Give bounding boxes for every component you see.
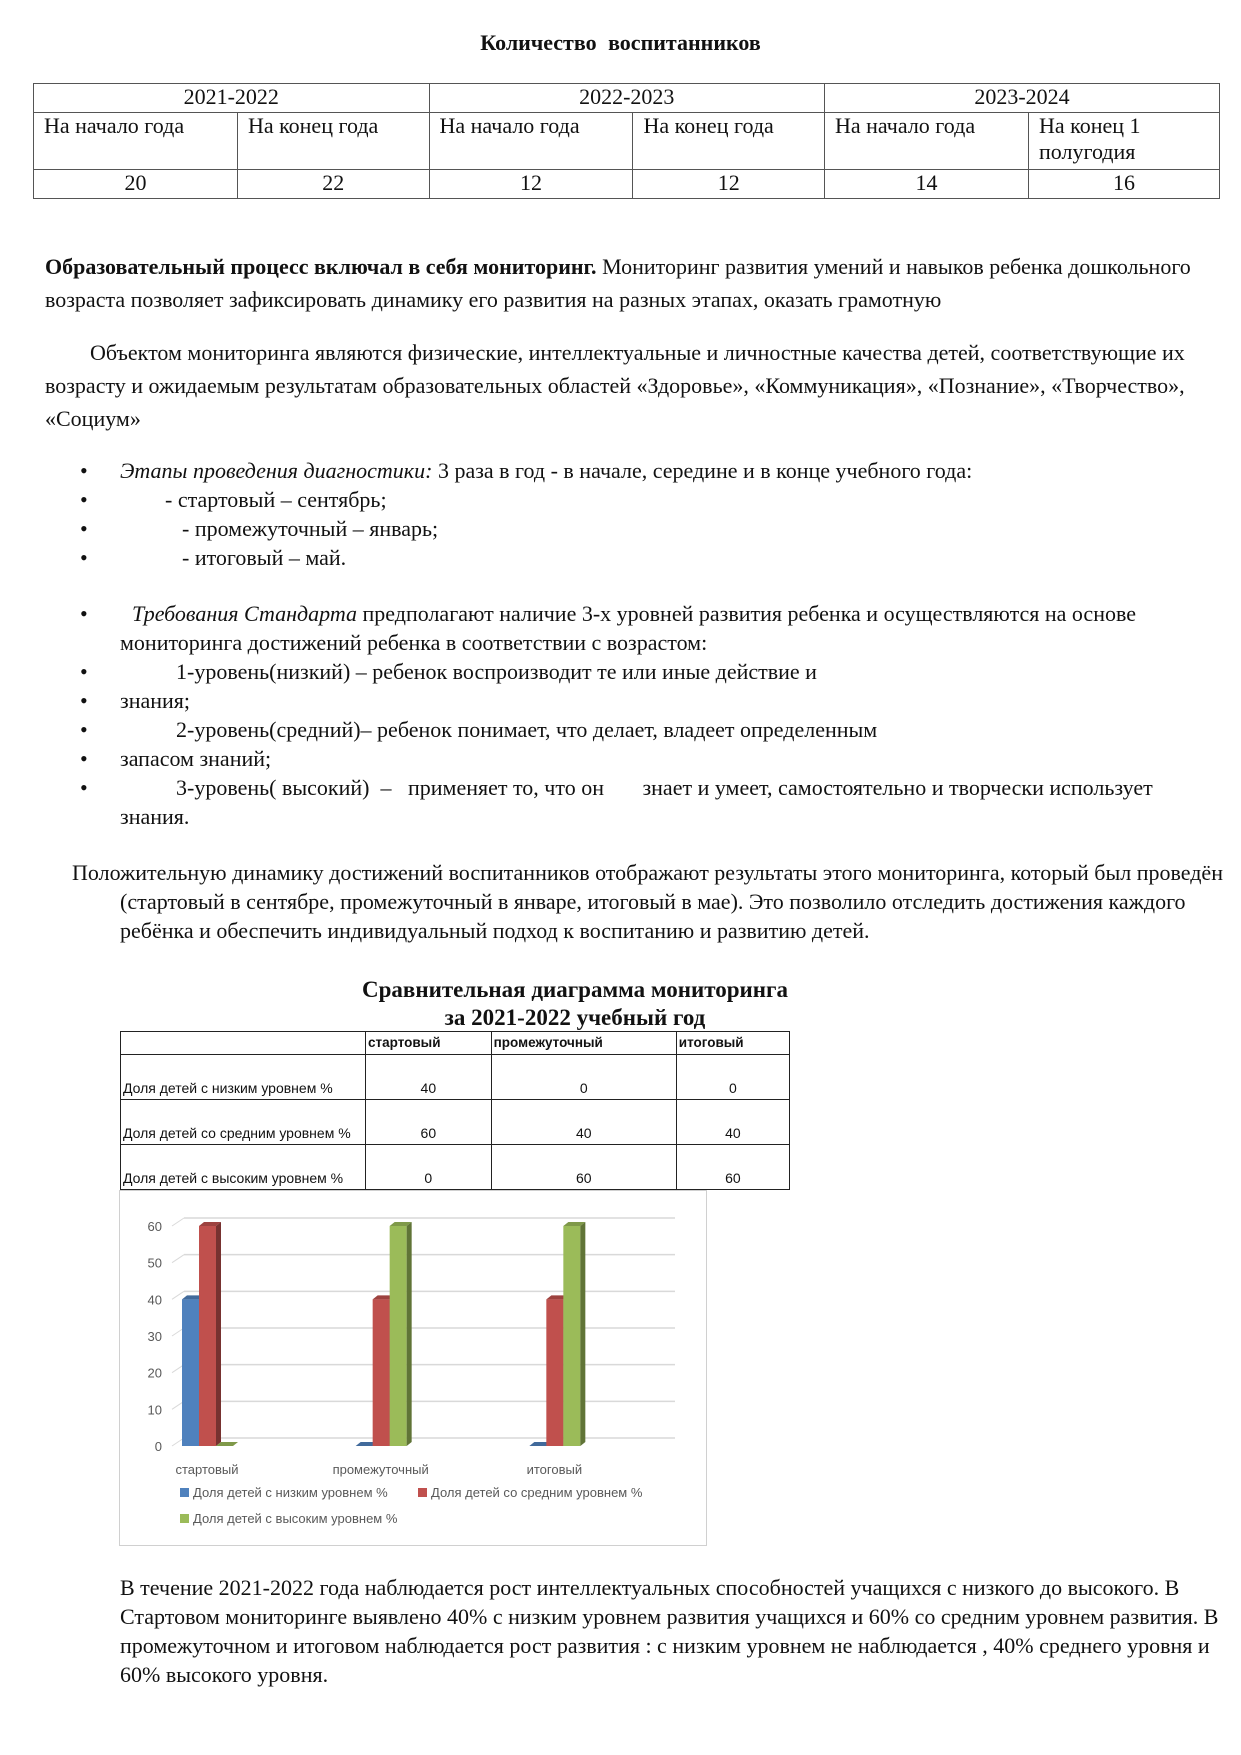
stages-lead-text: 3 раза в год - в начале, середине и в конце учебного года: — [432, 458, 973, 483]
chart-title-line: Сравнительная диаграмма мониторинга — [362, 977, 788, 1002]
year-header: 2023-2024 — [825, 84, 1220, 113]
bullet-icon: • — [80, 487, 88, 512]
legend-item — [180, 1511, 397, 1526]
table-cell: 60 — [491, 1145, 676, 1190]
requirements-list — [80, 599, 1220, 831]
bullet-icon: • — [80, 601, 88, 626]
level-item: 3-уровень( высокий) – применяет то, что он знает и умеет, самостоятельно и творчески использует знания. — [120, 775, 1159, 829]
svg-text:стартовый: стартовый — [175, 1462, 239, 1477]
requirements-lead: Требования Стандарта — [132, 601, 358, 626]
list-item — [80, 543, 1220, 572]
chart-title-line: за 2021-2022 учебный год — [444, 1005, 706, 1030]
table-cell: 0 — [491, 1055, 676, 1100]
level-item: запасом знаний; — [120, 746, 272, 771]
column-header: На начало года — [34, 113, 238, 170]
legend-label: Доля детей с низким уровнем % — [193, 1485, 388, 1500]
svg-text:10: 10 — [147, 1402, 162, 1418]
svg-text:60: 60 — [147, 1219, 162, 1234]
list-item — [80, 599, 1220, 657]
table-row — [121, 1100, 790, 1145]
year-header: 2021-2022 — [34, 84, 430, 113]
level-item: знания; — [120, 688, 191, 713]
stage-item: - итоговый – май. — [182, 545, 347, 570]
svg-text:30: 30 — [147, 1329, 162, 1344]
bar — [563, 1226, 580, 1446]
column-header: На конец года — [633, 113, 825, 170]
conclusion-paragraph: В течение 2021-2022 года наблюдается рост интеллектуальных способностей учащихся с низкого до высокого. В Стартовом мониторинге выявлено 40% с низким уровнем развития учащихся и 60% со средним уровнем развития. В промежуточном и итоговом наблюдается рост развития : с низким уровнем не наблюдается , 40% среднего уровня и 60% высокого уровня. — [120, 1575, 1219, 1687]
column-header: промежуточный — [491, 1032, 676, 1055]
legend-swatch-icon — [418, 1488, 427, 1497]
bar-chart — [119, 1190, 707, 1546]
svg-text:итоговый: итоговый — [526, 1462, 583, 1477]
stages-lead: Этапы проведения диагностики: — [120, 458, 433, 483]
bar — [199, 1226, 216, 1446]
column-header: На конец 1 полугодия — [1029, 113, 1220, 170]
list-item — [80, 686, 1220, 715]
column-header: итоговый — [676, 1032, 789, 1055]
table-cell: 20 — [34, 170, 238, 199]
table-cell: 0 — [676, 1055, 789, 1100]
bullet-icon: • — [80, 545, 88, 570]
table-cell: 40 — [366, 1055, 492, 1100]
bar — [390, 1226, 407, 1446]
table-cell: 16 — [1029, 170, 1220, 199]
table-cell: 12 — [429, 170, 633, 199]
column-header: На начало года — [825, 113, 1029, 170]
svg-text:40: 40 — [147, 1292, 162, 1308]
list-item — [80, 657, 1220, 686]
bullet-icon: • — [80, 717, 88, 742]
bar — [373, 1299, 390, 1446]
column-header: стартовый — [366, 1032, 492, 1055]
legend-swatch-icon — [180, 1514, 189, 1523]
stage-item: - стартовый – сентябрь; — [165, 487, 387, 512]
pupil-count-table — [33, 83, 1220, 199]
bullet-icon: • — [80, 688, 88, 713]
bar — [546, 1299, 563, 1446]
legend-label: Доля детей со средним уровнем % — [431, 1485, 643, 1500]
bullet-icon: • — [80, 458, 88, 483]
requirements-lead-text: предполагают наличие 3-х уровней развития ребенка и осуществляются на основе мониторинга достижений ребенка в соответствии с возрастом: — [120, 601, 1136, 655]
level-item: 2-уровень(средний)– ребенок понимает, что делает, владеет определенным — [176, 717, 878, 742]
table-cell: 40 — [676, 1100, 789, 1145]
list-item — [80, 456, 1220, 485]
list-item — [80, 744, 1220, 773]
table-row — [121, 1055, 790, 1100]
stages-list — [80, 456, 1220, 572]
bullet-icon: • — [80, 659, 88, 684]
intro-bold: Образовательный процесс включал в себя мониторинг. — [45, 254, 597, 279]
bullet-icon: • — [80, 775, 88, 800]
table-cell: 12 — [633, 170, 825, 199]
column-header — [121, 1032, 366, 1055]
legend-item — [418, 1485, 642, 1500]
legend-swatch-icon — [180, 1488, 189, 1497]
row-label: Доля детей со средним уровнем % — [121, 1100, 366, 1145]
bar — [182, 1299, 199, 1446]
table-row — [121, 1145, 790, 1190]
level-item: 1-уровень(низкий) – ребенок воспроизводит те или иные действие и — [176, 659, 817, 684]
row-label: Доля детей с высоким уровнем % — [121, 1145, 366, 1190]
year-header: 2022-2023 — [429, 84, 825, 113]
legend-item — [180, 1485, 388, 1500]
svg-text:промежуточный: промежуточный — [332, 1462, 429, 1477]
list-item — [80, 485, 1220, 514]
chart-title — [0, 976, 1150, 1032]
row-label: Доля детей с низким уровнем % — [121, 1055, 366, 1100]
column-header: На начало года — [429, 113, 633, 170]
object-paragraph: Объектом мониторинга являются физические, интеллектуальные и личностные качества детей, соответствующие их возрасту и ожидаемым результатам образовательных областей «Здоровье», «Коммуникация», «Познание», «Творчество», «Социум» — [45, 340, 1185, 431]
intro-paragraph — [45, 250, 1215, 316]
legend-label: Доля детей с высоким уровнем % — [193, 1511, 398, 1526]
table-cell: 60 — [676, 1145, 789, 1190]
list-item — [80, 773, 1220, 831]
table-cell: 22 — [237, 170, 429, 199]
intro-text: Мониторинг развития умений и навыков ребенка дошкольного возраста позволяет зафиксировать динамику его развития на разных этапах, оказать грамотную — [45, 254, 1191, 312]
page-title: Количество воспитанников — [480, 30, 761, 55]
bullet-icon: • — [80, 516, 88, 541]
table-cell: 40 — [491, 1100, 676, 1145]
column-header: На конец года — [237, 113, 429, 170]
table-cell: 14 — [825, 170, 1029, 199]
monitoring-table — [120, 1031, 790, 1190]
svg-text:20: 20 — [147, 1365, 162, 1381]
bullet-icon: • — [80, 746, 88, 771]
svg-text:50: 50 — [147, 1255, 162, 1271]
list-item — [80, 715, 1220, 744]
table-cell: 60 — [366, 1100, 492, 1145]
table-cell: 0 — [366, 1145, 492, 1190]
svg-text:0: 0 — [154, 1439, 162, 1454]
dynamics-paragraph: Положительную динамику достижений воспитанников отображают результаты этого мониторинга, который был проведён (стартовый в сентябре, промежуточный в январе, итоговый в мае). Это позволило отследить достижения каждого ребёнка и обеспечить индивидуальный подход к воспитанию и развитию детей. — [72, 860, 1223, 943]
list-item — [80, 514, 1220, 543]
stage-item: - промежуточный – январь; — [182, 516, 439, 541]
